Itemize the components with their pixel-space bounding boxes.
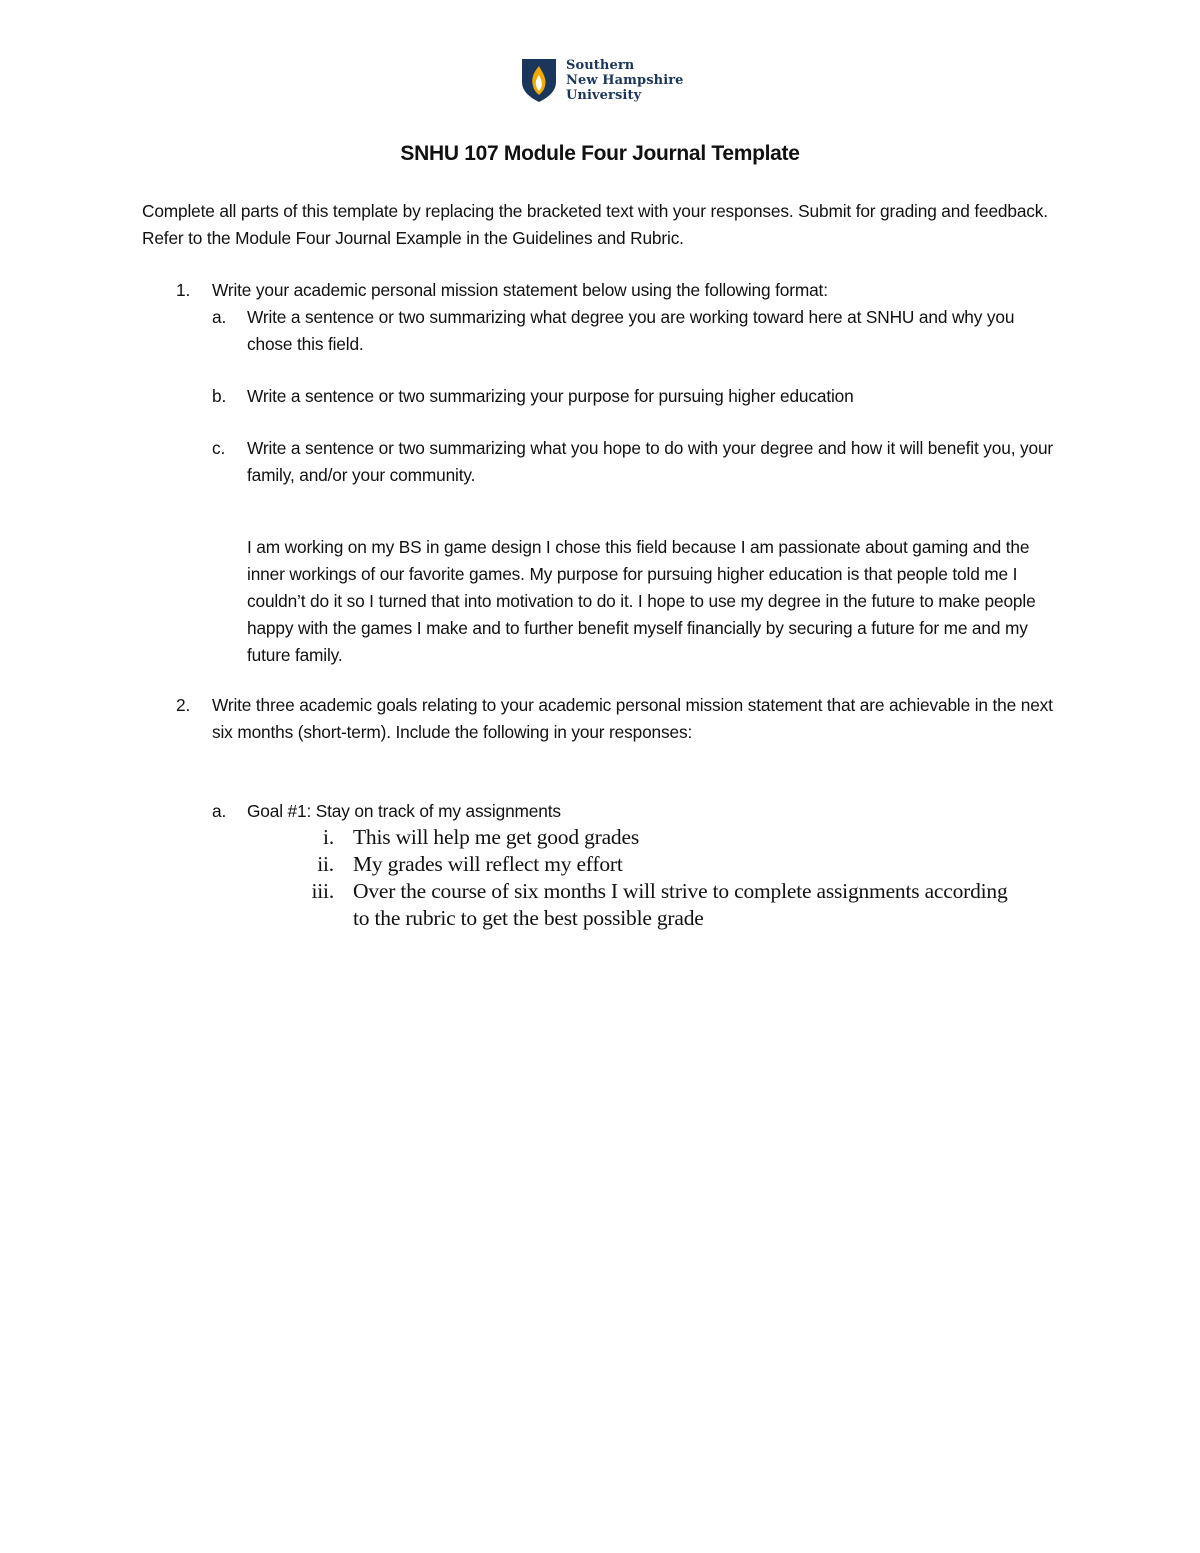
logo-line-1: Southern — [566, 58, 635, 73]
list-number: 2. — [176, 695, 191, 715]
subitem-letter: a. — [212, 801, 227, 821]
list-number: 1. — [176, 280, 191, 300]
subitem-1b — [212, 383, 1062, 410]
mission-statement-response: I am working on my BS in game design I chose this field because I am passionate about gaming and the inner workings of our favorite games. My purpose for pursuing higher education is that people told me I couldn’t do it so I turned that into motivation to do it. I hope to use my degree in the future to make people happy with the games I make and to further benefit myself financially by securing a future for me and my future family. — [247, 537, 1036, 665]
goal-detail-iii — [300, 878, 1020, 932]
snhu-shield-icon — [521, 58, 557, 103]
logo-line-2: New Hampshire — [566, 73, 684, 88]
list-item-1 — [176, 277, 1056, 304]
goal-detail-i — [300, 824, 1020, 851]
roman-numeral: iii. — [311, 879, 334, 903]
subitem-letter: c. — [212, 438, 226, 458]
snhu-logo — [521, 58, 684, 103]
list-item-2 — [176, 692, 1056, 746]
subitem-text: Write a sentence or two summarizing your purpose for pursuing higher education — [247, 386, 854, 406]
subitem-text: Write a sentence or two summarizing what degree you are working toward here at SNHU and why you chose this field. — [247, 307, 1015, 354]
list-item-text: Write your academic personal mission statement below using the following format: — [212, 280, 828, 300]
goal-detail-text: My grades will reflect my effort — [353, 852, 623, 876]
page-title: SNHU 107 Module Four Journal Template — [400, 142, 800, 165]
subitem-letter: a. — [212, 307, 227, 327]
roman-numeral: i. — [323, 825, 334, 849]
roman-numeral: ii. — [317, 852, 334, 876]
goal-detail-text: This will help me get good grades — [353, 825, 639, 849]
intro-paragraph: Complete all parts of this template by replacing the bracketed text with your responses. Submit for grading and feedback. Refer to the Module Four Journal Example in the Guidelines and Rubric. — [142, 201, 1048, 248]
list-item-text: Write three academic goals relating to your academic personal mission statement that are achievable in the next six months (short-term). Include the following in your responses: — [212, 695, 1053, 742]
subitem-2a — [212, 798, 1062, 825]
subitem-text: Write a sentence or two summarizing what you hope to do with your degree and how it will benefit you, your family, and/or your community. — [247, 438, 1054, 485]
goal-detail-ii — [300, 851, 1020, 878]
logo-wordmark — [566, 58, 684, 103]
logo-line-3: University — [566, 88, 642, 103]
goal-detail-text: Over the course of six months I will strive to complete assignments according to the rubric to get the best possible grade — [353, 879, 1008, 930]
subitem-1a — [212, 304, 1062, 358]
subitem-letter: b. — [212, 386, 227, 406]
subitem-text: Goal #1: Stay on track of my assignments — [247, 801, 561, 821]
subitem-1c — [212, 435, 1062, 489]
